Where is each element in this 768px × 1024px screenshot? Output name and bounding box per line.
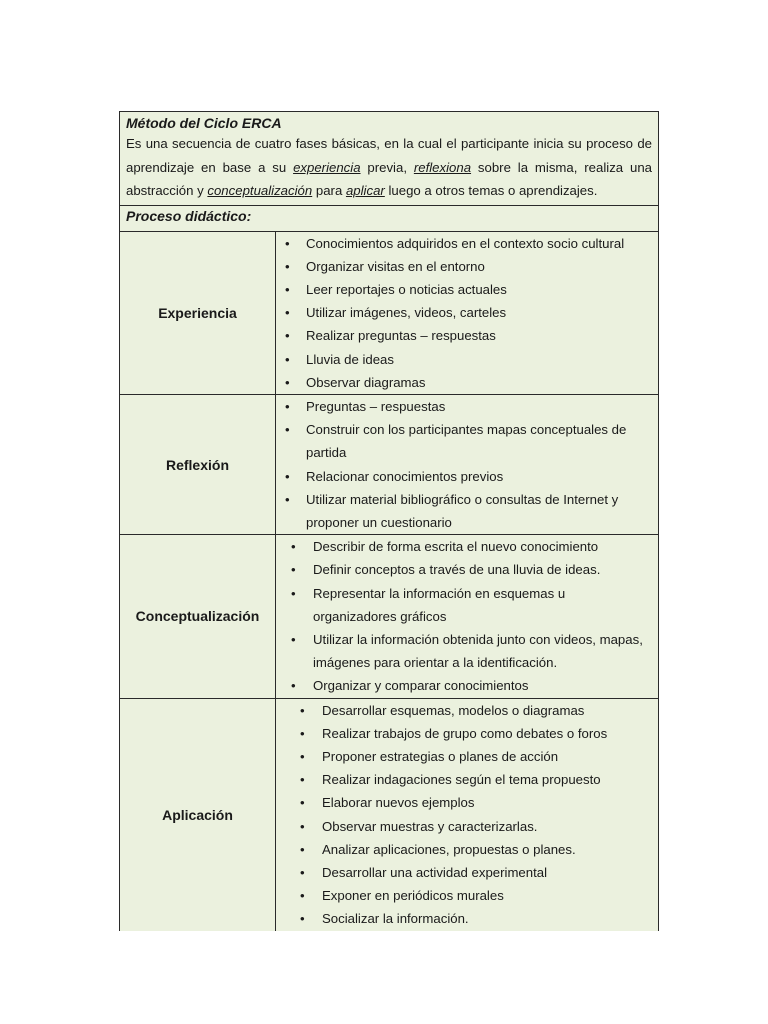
list-item-text: Describir de forma escrita el nuevo conocimiento <box>313 539 599 555</box>
bullet-icon: • <box>285 351 290 367</box>
bullet-icon: • <box>285 468 290 484</box>
bullet-icon: • <box>300 864 305 880</box>
bullet-icon: • <box>285 235 290 251</box>
list-item-text: Exponer en periódicos murales <box>322 888 504 904</box>
phase-label-experiencia: Experiencia <box>158 304 237 321</box>
method-intro <box>126 132 652 203</box>
list-item <box>276 558 652 581</box>
bullet-icon: • <box>300 888 305 904</box>
phase-row-reflexion <box>120 394 659 534</box>
list-item-text: Organizar y comparar conocimientos <box>313 678 529 694</box>
list-item-text: Lluvia de ideas <box>306 351 394 367</box>
list-item <box>276 301 652 324</box>
phase-label-aplicacion: Aplicación <box>162 806 233 823</box>
list-item-text: Analizar aplicaciones, propuestas o planes. <box>322 841 576 857</box>
phase-activities-cell <box>276 535 659 698</box>
list-item <box>276 395 652 418</box>
list-item-text: Utilizar material bibliográfico o consultas de Internet y proponer un cuestionario <box>306 491 619 530</box>
list-item-text: Realizar indagaciones según el tema propuesto <box>322 772 601 788</box>
phase-label-reflexion: Reflexión <box>165 456 229 473</box>
bullet-icon: • <box>300 841 305 857</box>
list-item <box>276 745 652 768</box>
activity-list-reflexion <box>276 395 658 534</box>
proceso-cell <box>120 205 659 231</box>
list-item-text: Proponer estrategias o planes de acción <box>322 748 559 764</box>
list-item <box>276 535 652 558</box>
list-item <box>276 324 652 347</box>
list-item-text: Leer reportajes o noticias actuales <box>306 281 507 297</box>
intro-text: para <box>312 183 346 198</box>
intro-keyword-experiencia: experiencia <box>293 159 361 175</box>
phase-label-conceptualizacion: Conceptualización <box>135 608 260 625</box>
list-item-text: Construir con los participantes mapas conceptuales de partida <box>306 422 627 461</box>
bullet-icon: • <box>291 585 296 601</box>
phase-name-cell <box>120 535 276 698</box>
list-item-text: Socializar la información. <box>322 911 469 927</box>
list-item <box>276 861 652 884</box>
list-item <box>276 488 652 534</box>
bullet-icon: • <box>300 795 305 811</box>
phase-name-cell <box>120 231 276 394</box>
list-item-text: Relacionar conocimientos previos <box>306 468 504 484</box>
list-item <box>276 722 652 745</box>
list-item-text: Organizar visitas en el entorno <box>306 258 485 274</box>
intro-keyword-conceptualizacion: conceptualización <box>207 183 313 198</box>
bullet-icon: • <box>291 631 296 647</box>
bullet-icon: • <box>285 258 290 274</box>
list-item-text: Preguntas – respuestas <box>306 398 446 414</box>
erca-method-table <box>119 111 659 931</box>
phase-activities-cell <box>276 394 659 534</box>
list-item-text: Definir conceptos a través de una lluvia de ideas. <box>313 562 601 578</box>
bullet-icon: • <box>300 818 305 834</box>
phase-row-experiencia <box>120 231 659 394</box>
list-item-text: Desarrollar esquemas, modelos o diagramas <box>322 702 585 718</box>
bullet-icon: • <box>285 374 290 390</box>
proceso-title: Proceso didáctico: <box>126 207 252 224</box>
phase-name-cell <box>120 394 276 534</box>
intro-keyword-aplicar: aplicar <box>345 183 385 198</box>
list-item-text: Observar diagramas <box>306 374 426 390</box>
phase-activities-cell <box>276 698 659 931</box>
list-item-text: Elaborar nuevos ejemplos <box>322 795 475 811</box>
proceso-row <box>120 205 659 231</box>
bullet-icon: • <box>300 772 305 788</box>
list-item <box>276 232 652 255</box>
list-item-text: Utilizar imágenes, videos, carteles <box>306 305 507 321</box>
bullet-icon: • <box>285 305 290 321</box>
bullet-icon: • <box>285 422 290 438</box>
list-item <box>276 768 652 791</box>
method-title: Método del Ciclo ERCA <box>126 115 282 131</box>
phase-row-aplicacion <box>120 698 659 931</box>
bullet-icon: • <box>300 702 305 718</box>
list-item <box>276 628 652 674</box>
list-item <box>276 791 652 814</box>
bullet-icon: • <box>285 491 290 507</box>
bullet-icon: • <box>300 748 305 764</box>
bullet-icon: • <box>291 678 296 694</box>
intro-text: previa, <box>360 159 414 175</box>
phase-name-cell <box>120 698 276 931</box>
bullet-icon: • <box>285 281 290 297</box>
list-item-text: Observar muestras y caracterizarlas. <box>322 818 538 834</box>
bullet-icon: • <box>300 725 305 741</box>
list-item <box>276 465 652 488</box>
list-item <box>276 418 652 464</box>
list-item-text: Realizar preguntas – respuestas <box>306 328 496 344</box>
bullet-icon: • <box>285 328 290 344</box>
list-item <box>276 884 652 907</box>
activity-list-conceptualizacion <box>276 535 658 697</box>
list-item-text: Representar la información en esquemas u organizadores gráficos <box>313 585 566 624</box>
bullet-icon: • <box>300 911 305 927</box>
bullet-icon: • <box>291 539 296 555</box>
activity-list-aplicacion <box>276 699 658 931</box>
method-header-row <box>120 112 659 206</box>
activity-list-experiencia <box>276 232 658 394</box>
bullet-icon: • <box>291 562 296 578</box>
intro-text: luego a otros temas o aprendizajes. <box>384 183 598 198</box>
list-item <box>276 278 652 301</box>
list-item <box>276 907 652 930</box>
list-item-text: Conocimientos adquiridos en el contexto socio cultural <box>306 235 625 251</box>
list-item-text: Realizar trabajos de grupo como debates o foros <box>322 725 608 741</box>
phase-activities-cell <box>276 231 659 394</box>
method-header-cell <box>120 112 659 206</box>
list-item <box>276 348 652 371</box>
list-item-text: Utilizar la información obtenida junto con videos, mapas, imágenes para orientar a la identificación. <box>313 631 643 671</box>
list-item <box>276 815 652 838</box>
list-item <box>276 699 652 722</box>
intro-text: Es una secuencia de cuatro fases básicas, en la cual el participante inicia su proceso de aprendizaje en base a su <box>126 136 653 175</box>
list-item <box>276 371 652 394</box>
bullet-icon: • <box>285 398 290 414</box>
list-item <box>276 674 652 697</box>
phase-row-conceptualizacion <box>120 535 659 698</box>
list-item <box>276 582 652 628</box>
list-item-text: Desarrollar una actividad experimental <box>322 864 548 880</box>
list-item <box>276 255 652 278</box>
intro-keyword-reflexiona: reflexiona <box>413 159 472 175</box>
list-item <box>276 838 652 861</box>
intro-text: sobre la misma, realiza una abstracción y <box>126 159 652 198</box>
